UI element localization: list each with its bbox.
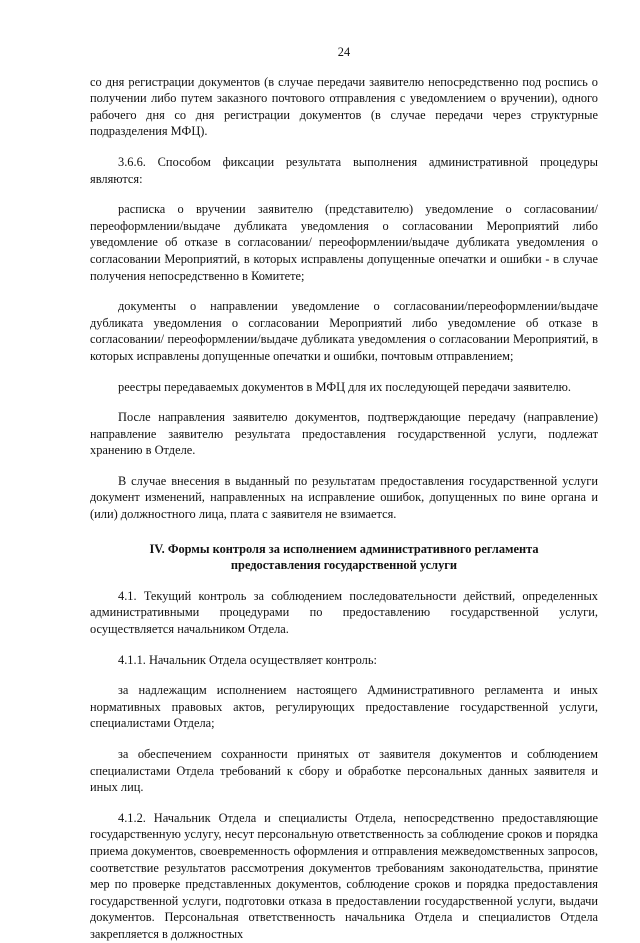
paragraph-receipt: расписка о вручении заявителю (представителю) уведомление о согласовании/переоформлении/выдаче дубликата уведомления о согласовании Мероприятий либо уведомление об отказе в согласовании/ переоформлении/выдаче дубликата уведомления о согласовании Мероприятий, в которых исправлены допущенные опечатки и ошибки - в случае получения непосредственно в Комитете;	[90, 202, 598, 283]
paragraph-3-6-6: 3.6.6. Способом фиксации результата выполнения административной процедуры являются:	[90, 154, 598, 186]
paragraph-4-1-1: 4.1.1. Начальник Отдела осуществляет контроль:	[118, 652, 377, 667]
paragraph-storage: После направления заявителю документов, подтверждающие передачу (направление) направление заявителю результата предоставления государственной услуги, подлежат хранению в Отделе.	[90, 410, 598, 458]
paragraph-registers: реестры передаваемых документов в МФЦ для их последующей передачи заявителю.	[118, 379, 572, 394]
section-title-line-2: предоставления государственной услуги	[230, 558, 458, 573]
paragraph-control-regulation: за надлежащим исполнением настоящего Административного регламента и иных нормативных правовых актов, регулирующих предоставление государственной услуги, специалистами Отдела;	[90, 683, 598, 731]
paragraph-4-1-2: 4.1.2. Начальник Отдела и специалисты Отдела, непосредственно предоставляющие государственную услугу, несут персональную ответственность за соблюдение сроков и порядка приема документов, своевременность оформления и отправления межведомственных запросов, соответствие результатов рассмотрения документов требованиям законодательства, принятие мер по проверке представленных документов, соблюдение сроков и порядка предоставления государственной услуги, подготовки отказа в предоставлении государственной услуги, выдачи документов. Персональная ответственность начальника Отдела и специалистов Отдела закрепляется в должностных	[90, 810, 598, 941]
paragraph-4-1: 4.1. Текущий контроль за соблюдением последовательности действий, определенных административными процедурами по предоставлению государственной услуги, осуществляется начальником Отдела.	[90, 588, 598, 637]
section-title-line-1: IV. Формы контроля за исполнением административного регламента	[149, 541, 539, 556]
page-number: 24	[337, 45, 351, 59]
paragraph-control-data: за обеспечением сохранности принятых от заявителя документов и соблюдением специалистами Отдела требований к сбору и обработке персональных данных заявителя и иных лиц.	[90, 747, 598, 795]
paragraph-continuation: со дня регистрации документов (в случае передачи заявителю непосредственно под роспись о получении либо путем заказного почтового отправления с уведомлением о вручении), одного рабочего дня со дня регистрации документов (в случае передачи через структурные подразделения МФЦ).	[90, 74, 598, 139]
paragraph-postal: документы о направлении уведомление о согласовании/переоформлении/выдаче дубликата уведомления о согласовании Мероприятий либо уведомление об отказе в согласовании/ переоформлении/выдаче дубликата уведомления о согласовании Мероприятий, в которых исправлены допущенные опечатки и ошибки, почтовым отправлением;	[90, 299, 598, 363]
paragraph-no-fee: В случае внесения в выданный по результатам предоставления государственной услуги документ изменений, направленных на исправление ошибок, допущенных по вине органа и (или) должностного лица, плата с заявителя не взимается.	[90, 473, 598, 522]
section-title	[90, 541, 598, 574]
